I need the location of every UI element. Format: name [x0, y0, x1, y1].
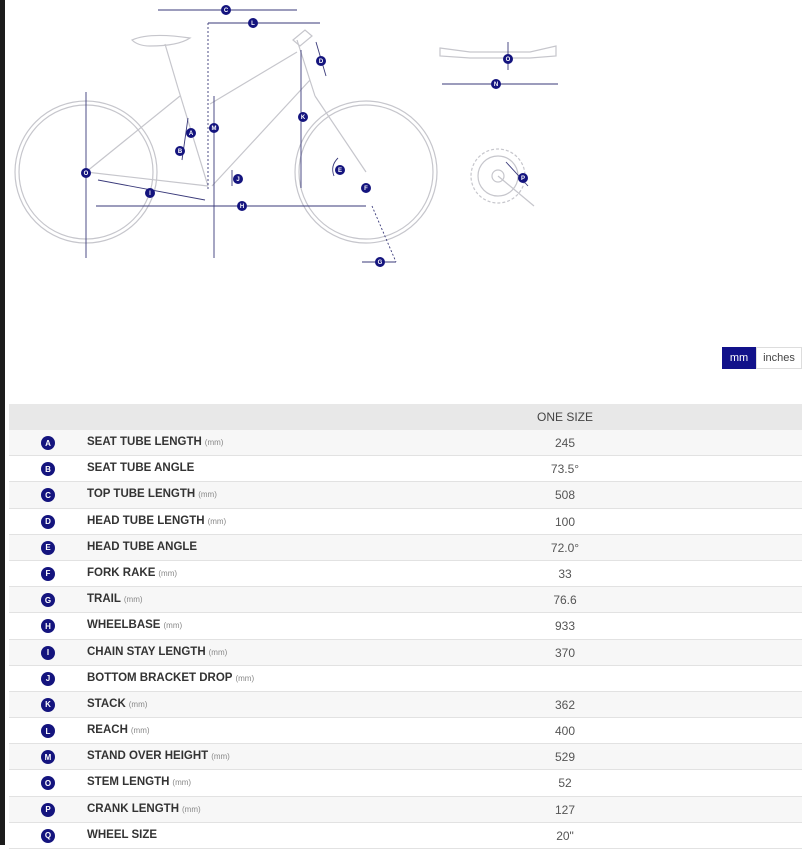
row-value: 76.6 [553, 593, 577, 608]
row-label [87, 488, 217, 500]
row-value: 933 [554, 619, 576, 634]
table-row [9, 744, 802, 770]
row-label [87, 541, 200, 553]
svg-text:M: M [211, 126, 217, 132]
unit-mm-button[interactable]: mm [722, 347, 756, 369]
row-marker-badge: L [41, 724, 55, 738]
row-label [87, 776, 191, 788]
row-label [87, 698, 147, 710]
table-row [9, 797, 802, 823]
row-unit: (mm) [123, 595, 143, 605]
row-label-text: WHEELBASE [87, 619, 161, 632]
table-row [9, 509, 802, 535]
row-value: 245 [554, 436, 576, 450]
row-label [87, 567, 177, 579]
table-row [9, 456, 802, 482]
row-value: 400 [554, 724, 576, 739]
row-unit: (mm) [198, 490, 217, 500]
row-label-text: HEAD TUBE LENGTH [87, 514, 205, 527]
svg-text:C: C [223, 8, 229, 14]
table-row [9, 482, 802, 508]
row-unit: (mm) [163, 621, 183, 631]
row-label-text: TRAIL [87, 593, 121, 606]
row-marker-badge: H [41, 619, 55, 633]
row-label-text: SEAT TUBE LENGTH [87, 436, 202, 448]
row-unit: (mm) [130, 726, 150, 736]
table-row [9, 535, 802, 561]
row-unit: (mm) [128, 699, 148, 709]
table-row [9, 640, 802, 666]
row-marker-badge: E [41, 541, 55, 555]
row-marker-badge: F [41, 567, 55, 581]
row-label-text: WHEEL SIZE [87, 828, 158, 841]
row-marker-badge: K [41, 698, 55, 712]
bike-geometry-diagram [0, 0, 802, 300]
row-label [87, 750, 230, 762]
row-label-text: TOP TUBE LENGTH [87, 488, 196, 501]
svg-text:K: K [300, 115, 306, 121]
row-label-text: HEAD TUBE ANGLE [87, 540, 198, 553]
row-value: 33 [558, 566, 572, 581]
svg-text:O: O [505, 57, 511, 63]
row-marker-badge: Q [41, 829, 55, 843]
row-value: 72.0° [550, 540, 580, 555]
row-label [87, 619, 182, 631]
row-label [87, 462, 197, 474]
row-label [87, 515, 226, 527]
row-label [87, 829, 160, 841]
row-label-text: STACK [87, 697, 126, 710]
table-row [9, 587, 802, 613]
row-unit: (mm) [172, 778, 192, 788]
table-header [9, 404, 802, 430]
row-unit: (mm) [204, 438, 224, 447]
row-marker-badge: P [41, 803, 55, 817]
svg-text:H: H [239, 204, 245, 210]
table-row [9, 692, 802, 718]
svg-text:G: G [377, 260, 383, 266]
row-unit: (mm) [211, 752, 230, 762]
row-value: 127 [554, 802, 576, 817]
row-marker-badge: A [41, 436, 55, 450]
row-label [87, 672, 254, 684]
row-marker-badge: M [41, 750, 55, 764]
row-unit: (mm) [182, 804, 201, 814]
svg-text:A: A [188, 131, 194, 137]
geometry-table [9, 404, 802, 849]
row-unit: (mm) [208, 647, 228, 657]
svg-text:I: I [149, 191, 151, 197]
row-unit: (mm) [235, 673, 255, 683]
row-label-text: SEAT TUBE ANGLE [87, 462, 195, 475]
table-row [9, 823, 802, 849]
row-label-text: STAND OVER HEIGHT [87, 750, 209, 763]
table-row [9, 561, 802, 587]
row-marker-badge: I [41, 646, 55, 660]
unit-toggle [722, 347, 802, 369]
row-unit: (mm) [158, 568, 178, 578]
row-value: 20" [556, 828, 574, 843]
table-body [9, 430, 802, 849]
row-value: 73.5° [550, 462, 580, 477]
row-label-text: FORK RAKE [87, 566, 156, 579]
row-value: 52 [558, 776, 572, 791]
row-label-text: REACH [87, 724, 128, 737]
row-value: 362 [554, 697, 576, 712]
svg-text:J: J [236, 177, 240, 183]
row-value: 370 [554, 645, 576, 660]
svg-text:B: B [177, 149, 183, 155]
row-label [87, 593, 143, 605]
row-label [87, 436, 223, 448]
column-header-one-size: ONE SIZE [537, 410, 594, 424]
row-value: 529 [554, 750, 576, 765]
row-label-text: BOTTOM BRACKET DROP [87, 671, 233, 684]
row-label [87, 646, 227, 658]
svg-text:P: P [520, 176, 526, 182]
svg-text:F: F [364, 186, 368, 192]
table-row [9, 666, 802, 692]
table-row [9, 430, 802, 456]
unit-inches-button[interactable]: inches [756, 347, 802, 369]
row-value: 508 [554, 488, 576, 503]
row-label [87, 724, 150, 736]
row-marker-badge: O [41, 776, 55, 790]
svg-text:L: L [251, 21, 255, 27]
svg-text:D: D [318, 59, 324, 65]
svg-text:E: E [337, 168, 343, 174]
row-label-text: STEM LENGTH [87, 776, 170, 789]
table-row [9, 770, 802, 796]
svg-text:N: N [493, 82, 499, 88]
row-label-text: CHAIN STAY LENGTH [87, 645, 206, 658]
row-marker-badge: D [41, 515, 55, 529]
row-value: 100 [554, 514, 576, 529]
row-marker-badge: C [41, 488, 55, 502]
row-marker-badge: J [41, 672, 55, 686]
svg-text:O: O [83, 171, 89, 177]
row-unit: (mm) [207, 516, 227, 526]
row-marker-badge: G [41, 593, 55, 607]
row-label [87, 803, 201, 815]
table-row [9, 718, 802, 744]
table-row [9, 613, 802, 639]
row-label-text: CRANK LENGTH [87, 802, 179, 815]
row-marker-badge: B [41, 462, 55, 476]
